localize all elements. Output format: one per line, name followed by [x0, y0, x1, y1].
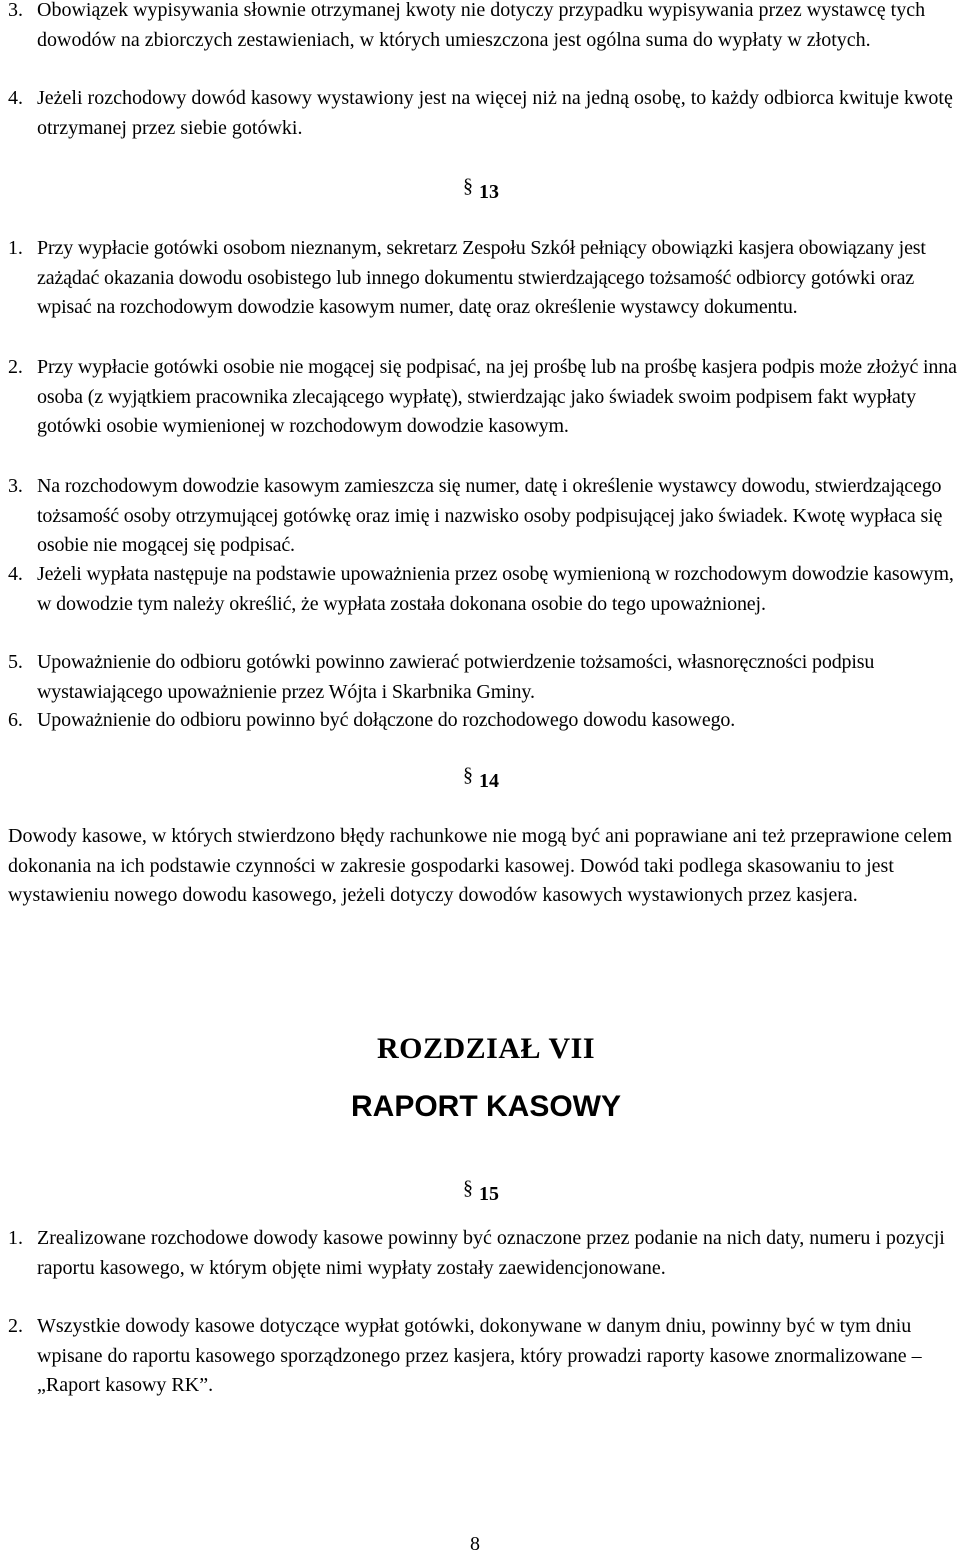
list-item — [8, 560, 960, 619]
list-item-number: 4. — [8, 563, 23, 585]
list-item-text: Zrealizowane rozchodowe dowody kasowe powinny być oznaczone przez podanie na nich daty, numeru i pozycji raportu kasowego, w którym objęte nimi wypłaty zostały zaewidencjonowane. — [37, 1227, 945, 1279]
list-item-text: Jeżeli wypłata następuje na podstawie upoważnienia przez osobę wymienioną w rozchodowym dowodzie kasowym, w dowodzie tym należy określić, że wypłata została dokonana osobie do tego upoważnionej. — [37, 563, 954, 615]
section-heading-15 — [463, 1177, 499, 1210]
chapter-title: RAPORT KASOWY — [351, 1090, 621, 1123]
section-mark: § — [463, 1177, 473, 1199]
list-item-text: Wszystkie dowody kasowe dotyczące wypłat gotówki, dokonywane w danym dniu, powinny być w tym dniu wpisane do raportu kasowego sporządzonego przez kasjera, który prowadzi raporty kasowe znormalizowane – „Raport kasowy RK”. — [37, 1315, 922, 1396]
section-number: 14 — [479, 770, 499, 792]
list-item — [8, 353, 960, 442]
list-item-number: 1. — [8, 1227, 23, 1249]
list-item-text: Upoważnienie do odbioru powinno być dołączone do rozchodowego dowodu kasowego. — [37, 709, 736, 731]
list-item-number: 4. — [8, 87, 23, 109]
list-item-number: 2. — [8, 356, 23, 378]
section-heading-14 — [463, 764, 499, 797]
list-item-text: Obowiązek wypisywania słownie otrzymanej kwoty nie dotyczy przypadku wypisywania przez wystawcę tych dowodów na zbiorczych zestawieniach, w których umieszczona jest ogólna suma do wypłaty w złotych. — [37, 0, 926, 51]
list-item-number: 3. — [8, 0, 23, 21]
list-item — [8, 0, 960, 55]
section-number: 13 — [479, 181, 499, 203]
section-mark: § — [463, 764, 473, 786]
list-item-text: Na rozchodowym dowodzie kasowym zamieszcza się numer, datę i określenie wystawcy dowodu, stwierdzającego tożsamość osoby otrzymującej gotówkę oraz imię i nazwisko osoby podpisującej jako świadek. Kwotę wypłaca się osobie nie mogącej się podpisać. — [37, 475, 943, 556]
list-item — [8, 706, 960, 736]
list-item — [8, 1312, 960, 1401]
list-item — [8, 472, 960, 561]
list-item-number: 1. — [8, 237, 23, 259]
list-item-number: 3. — [8, 475, 23, 497]
list-item-text: Przy wypłacie gotówki osobie nie mogącej się podpisać, na jej prośbę lub na prośbę kasjera podpis może złożyć inna osoba (z wyjątkiem pracownika zlecającego wypłatę), stwierdzając jako świadek swoim podpisem fakt wypłaty gotówki osobie wymienionej w rozchodowym dowodzie kasowym. — [37, 356, 957, 437]
list-item-text: Upoważnienie do odbioru gotówki powinno zawierać potwierdzenie tożsamości, własnoręczności podpisu wystawiającego upoważnienie przez Wójta i Skarbnika Gminy. — [37, 651, 875, 703]
chapter-heading: ROZDZIAŁ VII — [376, 1032, 595, 1065]
section-mark: § — [463, 175, 473, 197]
list-item — [8, 648, 960, 707]
section-14-paragraph: Dowody kasowe, w których stwierdzono błędy rachunkowe nie mogą być ani poprawiane ani też przeprawione celem dokonania na ich podstawie czynności w zakresie gospodarki kasowej. Dowód taki podlega skasowaniu to jest wystawieniu nowego dowodu kasowego, jeżeli dotyczy dowodów kasowych wystawionych przez kasjera. — [8, 825, 953, 906]
list-item-number: 2. — [8, 1315, 23, 1337]
list-item — [8, 1224, 960, 1283]
list-item-text: Jeżeli rozchodowy dowód kasowy wystawiony jest na więcej niż na jedną osobę, to każdy odbiorca kwituje kwotę otrzymanej przez siebie gotówki. — [37, 87, 953, 139]
list-item-number: 5. — [8, 651, 23, 673]
page-number: 8 — [470, 1533, 480, 1555]
list-item — [8, 234, 960, 323]
section-heading-13 — [463, 175, 499, 208]
list-item — [8, 84, 960, 143]
list-item-text: Przy wypłacie gotówki osobom nieznanym, sekretarz Zespołu Szkół pełniący obowiązki kasjera obowiązany jest zażądać okazania dowodu osobistego lub innego dokumentu stwierdzającego tożsamość odbiorcy gotówki oraz wpisać na rozchodowym dowodzie kasowym numer, datę oraz określenie wystawcy dokumentu. — [37, 237, 926, 318]
list-item-number: 6. — [8, 709, 23, 731]
section-number: 15 — [479, 1183, 499, 1205]
